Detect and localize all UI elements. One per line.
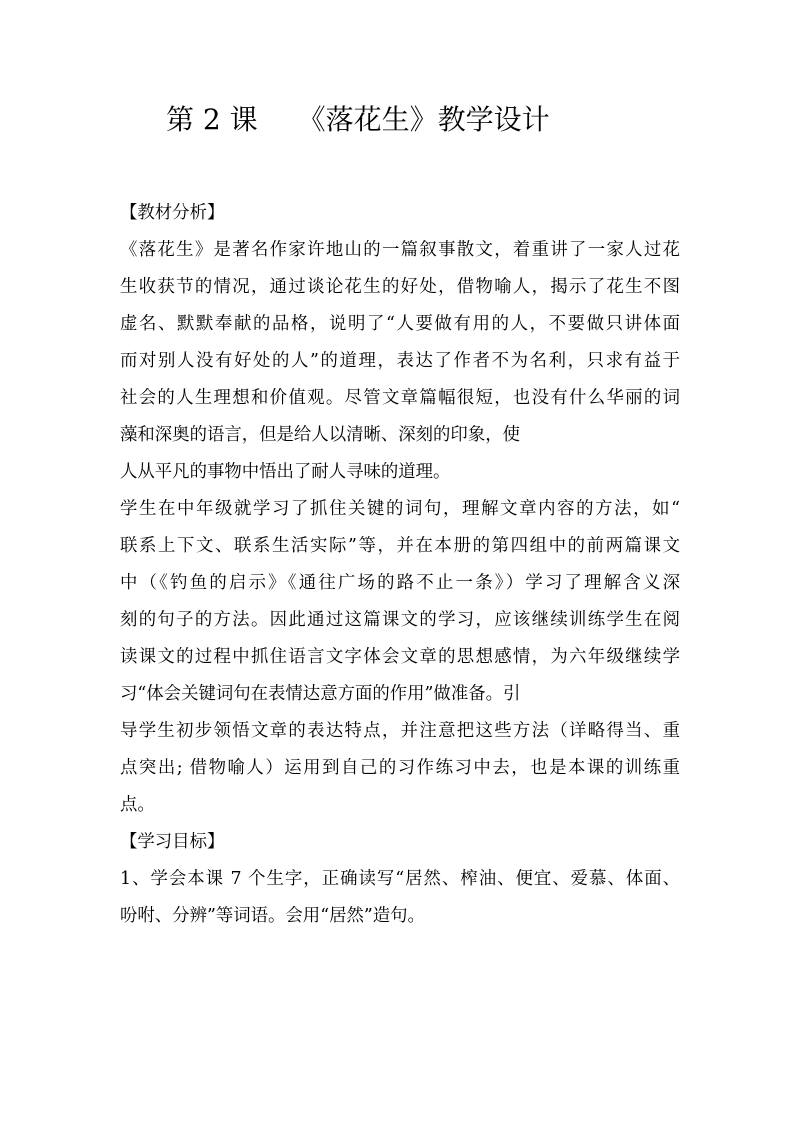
paragraph-line: 《落花生》是著名作家许地山的一篇叙事散文，着重讲了一家人过花 [120,240,680,260]
paragraph-line: 中（《钓鱼的启示》《通往广场的路不止一条》）学习了理解含义深 [120,573,680,593]
objective-line: 1、学会本课 7 个生字，正确读写“居然、榨油、便宜、爱慕、体面、 [120,869,680,889]
section-heading-textbook-analysis: 【教材分析】 [120,203,225,223]
paragraph-line: 藻和深奥的语言，但是给人以清晰、深刻的印象，使 [120,425,520,445]
title-lesson-number: 第 2 课 [166,103,258,136]
paragraph-line: 联系上下文、联系生活实际”等，并在本册的第四组中的前两篇课文 [120,536,680,556]
paragraph-line: 而对别人没有好处的人”的道理，表达了作者不为名利，只求有益于 [120,351,680,371]
paragraph-line: 点突出; 借物喻人）运用到自己的习作练习中去，也是本课的训练重 [120,758,680,778]
paragraph-line: 人从平凡的事物中悟出了耐人寻味的道理。 [120,462,451,482]
paragraph-line: 点。 [120,795,155,815]
paragraph-line: 学生在中年级就学习了抓住关键的词句，理解文章内容的方法，如“ [120,499,680,519]
document-body [120,195,680,935]
title-lesson-name: 《落花生》教学设计 [297,103,550,136]
objective-line: 吩咐、分辨”等词语。会用“居然”造句。 [120,906,425,926]
paragraph-line: 习“体会关键词句在表情达意方面的作用”做准备。引 [120,684,521,704]
paragraph-line: 读课文的过程中抓住语言文字体会文章的思想感情，为六年级继续学 [120,647,680,667]
paragraph-line: 虚名、默默奉献的品格，说明了“人要做有用的人，不要做只讲体面 [120,314,680,334]
paragraph-line: 社会的人生理想和价值观。尽管文章篇幅很短，也没有什么华丽的词 [120,388,680,408]
paragraph-line: 导学生初步领悟文章的表达特点，并注意把这些方法（详略得当、重 [120,721,680,741]
section-heading-learning-objectives: 【学习目标】 [120,832,225,852]
paragraph-line: 生收获节的情况，通过谈论花生的好处，借物喻人，揭示了花生不图 [120,277,680,297]
page-title [166,100,550,140]
paragraph-line: 刻的句子的方法。因此通过这篇课文的学习，应该继续训练学生在阅 [120,610,680,630]
